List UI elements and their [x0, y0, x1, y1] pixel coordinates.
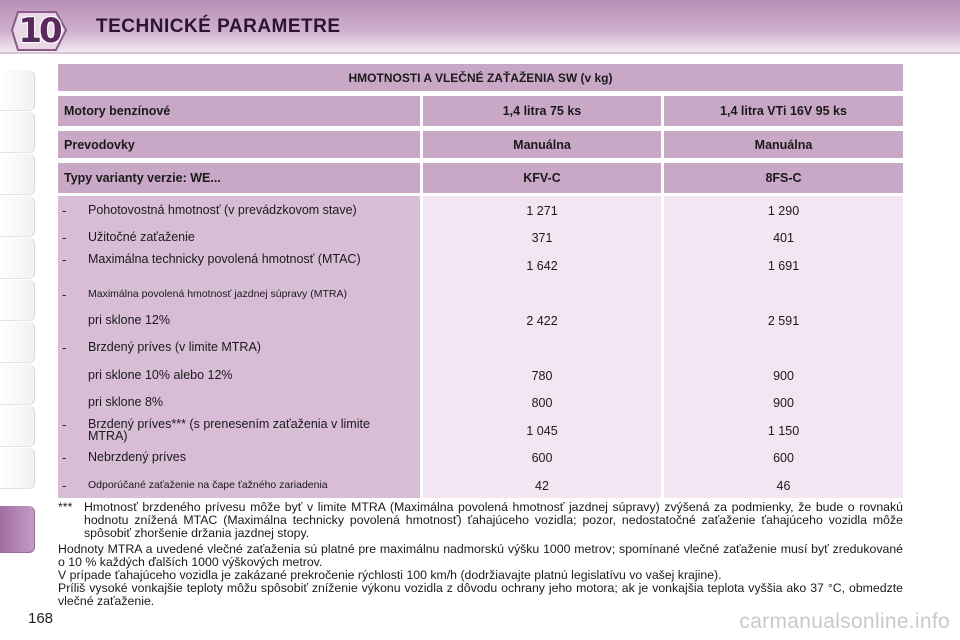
row-dash: - — [62, 341, 67, 355]
note-paragraph: V prípade ťahajúceho vozidla je zakázané prekročenie rýchlosti 100 km/h (dodržiavajte platnú legislatívu vo vašej krajine). — [58, 568, 722, 582]
row-dash: - — [62, 231, 67, 245]
row-dash: - — [62, 418, 67, 432]
chapter-tab[interactable] — [0, 406, 35, 447]
row-label: Užitočné zaťaženie — [88, 230, 195, 244]
notes-section — [58, 501, 903, 608]
row-label: Pohotovostná hmotnosť (v prevádzkovom stave) — [88, 203, 357, 217]
table-header-row — [58, 131, 903, 158]
row-value-col3: 900 — [773, 396, 794, 410]
row-value-col2: 42 — [535, 479, 549, 493]
row-label: Odporúčané zaťaženie na čape ťažného zariadenia — [88, 479, 328, 491]
row-value-col3: 600 — [773, 451, 794, 465]
chapter-tab[interactable] — [0, 196, 35, 237]
row-value-col2: 600 — [531, 451, 553, 465]
row-value-col3: 46 — [776, 479, 791, 493]
row-value-col2: 2 422 — [526, 314, 558, 328]
row-label: pri sklone 12% — [88, 313, 170, 327]
footnote — [58, 501, 903, 540]
footnote-text: Hmotnosť brzdeného prívesu môže byť v limite MTRA (Maximálna povolená hmotnosť jazdnej súpravy) zvýšená za podmienky, že bude o rovnakú hodnotu znížená MTAC (Maximálna technicky povolená hmotnosť) ťahajúceho vozidla; pozor, nedostatočné zaťaženie ťahajúceho vozidla môže spôsobiť zhoršenie držania jazdnej stopy. — [84, 500, 903, 540]
page-title: TECHNICKÉ PARAMETRE — [96, 16, 341, 37]
header-divider — [0, 52, 960, 54]
row-label: Brzdený príves (v limite MTRA) — [88, 340, 261, 354]
row-label: Nebrzdený príves — [88, 450, 186, 464]
row-value-col2: 371 — [531, 231, 553, 245]
row-value-col3: 2 591 — [767, 314, 800, 328]
note-paragraph: Príliš vysoké vonkajšie teploty môžu spôsobiť zníženie výkonu vozidla z dôvodu ochrany jeho motora; ak je vonkajšia teplota vyššia ako 37 °C, obmedzte vlečné zaťaženie. — [58, 581, 903, 608]
chapter-tab[interactable] — [0, 280, 35, 321]
watermark: carmanualsonline.info — [739, 610, 950, 633]
row-value-col3: 1 691 — [767, 259, 800, 273]
chapter-badge — [10, 8, 68, 54]
row-dash: - — [62, 479, 67, 493]
row-dash: - — [62, 253, 67, 267]
row-dash: - — [62, 288, 67, 302]
header-col3: 8FS-C — [664, 163, 903, 193]
table-body — [58, 196, 903, 498]
header-col2: 1,4 litra 75 ks — [423, 96, 661, 126]
row-value-col2: 1 045 — [526, 424, 558, 438]
footnote-mark: *** — [58, 500, 73, 514]
row-value-col2: 1 642 — [526, 259, 558, 273]
header-label: Prevodovky — [58, 131, 420, 158]
header-label: Motory benzínové — [58, 96, 420, 126]
row-value-col3: 401 — [773, 231, 794, 245]
chapter-tab[interactable] — [0, 112, 35, 153]
row-value-col2: 780 — [531, 369, 553, 383]
row-value-col2: 800 — [531, 396, 553, 410]
chapter-tab-active[interactable] — [0, 506, 35, 553]
page-number: 168 — [28, 610, 54, 627]
row-dash: - — [62, 204, 67, 218]
row-label: pri sklone 8% — [88, 395, 164, 409]
note-paragraph: Hodnoty MTRA a uvedené vlečné zaťaženia sú platné pre maximálnu nadmorskú výšku 1000 metrov; spomínané vlečné zaťaženie musí byť zredukované o 10 % každých ďalších 1000 výškových metrov. — [58, 542, 903, 569]
row-value-col3: 1 290 — [767, 204, 800, 218]
chapter-tab[interactable] — [0, 70, 35, 111]
table-header-row — [58, 163, 903, 193]
header-col2: KFV-C — [423, 163, 661, 193]
row-value-col3: 1 150 — [767, 424, 800, 438]
row-label: Maximálna technicky povolená hmotnosť (MTAC) — [88, 252, 361, 266]
chapter-tab[interactable] — [0, 322, 35, 363]
chapter-tab[interactable] — [0, 364, 35, 405]
table-caption: HMOTNOSTI A VLEČNÉ ZAŤAŽENIA SW (v kg) — [58, 64, 903, 91]
chapter-tab[interactable] — [0, 238, 35, 279]
row-dash: - — [62, 451, 67, 465]
table-caption-row — [58, 64, 903, 91]
row-label: Maximálna povolená hmotnosť jazdnej súpravy (MTRA) — [88, 288, 347, 300]
header-label: Typy varianty verzie: WE... — [58, 163, 420, 193]
table-header-row — [58, 96, 903, 126]
row-value-col3: 900 — [773, 369, 794, 383]
row-label: pri sklone 10% alebo 12% — [88, 368, 233, 382]
row-value-col2: 1 271 — [526, 204, 558, 218]
chapter-tab[interactable] — [0, 154, 35, 195]
header-col2: Manuálna — [423, 131, 661, 158]
header-col3: 1,4 litra VTi 16V 95 ks — [664, 96, 903, 126]
chapter-number: 10 — [18, 11, 60, 51]
chapter-tab[interactable] — [0, 448, 35, 489]
header-col3: Manuálna — [664, 131, 903, 158]
row-label: Brzdený príves*** (s prenesením zaťaženia v limite MTRA) — [88, 417, 370, 443]
